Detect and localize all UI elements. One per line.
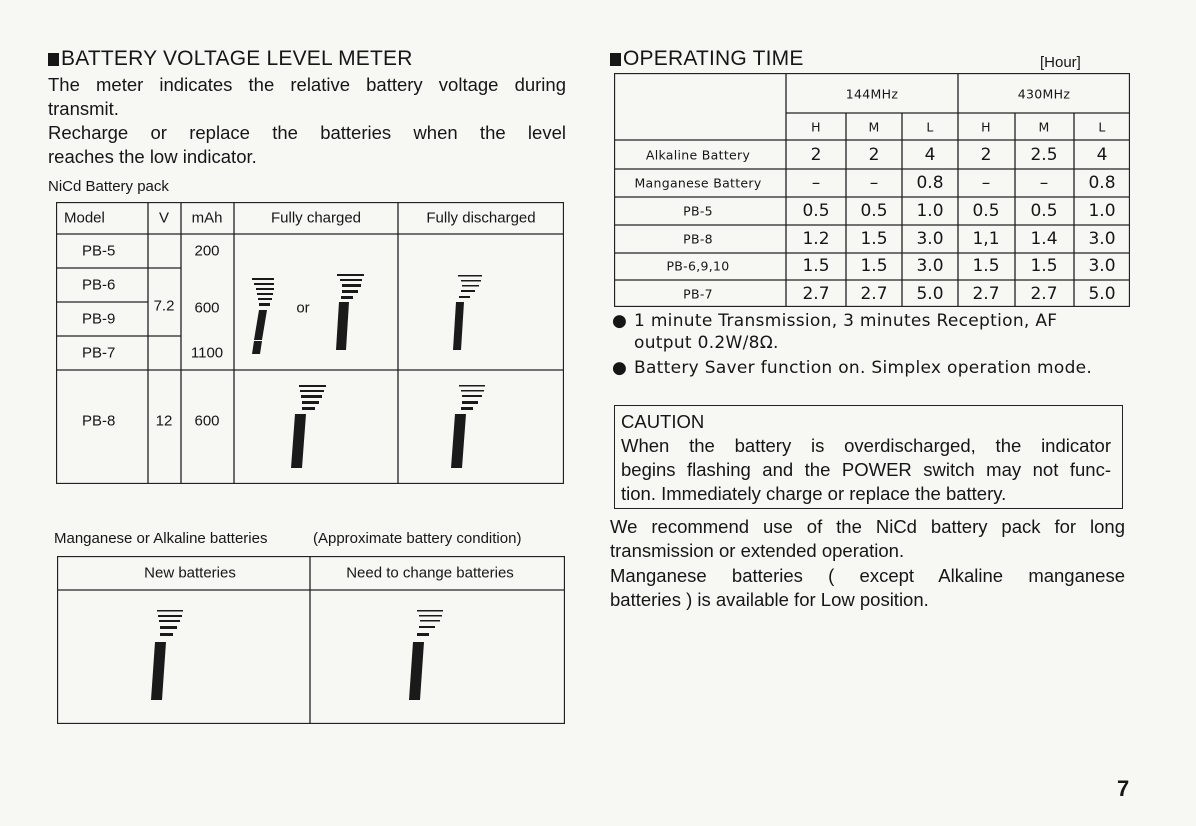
value-cell: 0.8 [916,173,944,193]
recharge-description: Recharge or replace the batteries when the level reaches the low indicator. [48,122,566,167]
manganese-note: Manganese batteries ( except Alkaline manganese batteries ) is available for Low position. [610,565,1125,610]
nicd-row-mah: 1100 [190,344,224,362]
nicd-header-fully-discharged: Fully discharged [426,209,536,227]
nicd-recommendation: We recommend use of the NiCd battery pack for long transmission or extended operation. [610,516,1125,561]
caution-box: CAUTION When the battery is overdischarged, the indicator begins flashing and the POWER switch may not func- tion. Immediately charge or replace the battery. [614,405,1123,509]
value-cell: 1.0 [1088,201,1116,221]
value-cell: – [1039,173,1049,193]
value-cell: 1.5 [972,256,1000,276]
hour-unit: [Hour] [1040,54,1081,71]
value-cell: 2.7 [1030,284,1058,304]
row-label: PB-6,9,10 [666,258,730,274]
row-label: PB-7 [683,286,713,302]
page-number: 7 [1117,776,1130,801]
value-cell: 0.8 [1088,173,1116,193]
bullet-transmission: ● 1 minute Transmission, 3 minutes Reception, AF output 0.2W/8Ω. [612,311,1058,353]
value-cell: – [981,173,991,193]
nicd-row-mah: 200 [194,242,220,260]
nicd-table-grid [56,202,564,484]
alk-header-change: Need to change batteries [346,564,514,582]
value-cell: 5.0 [916,284,944,304]
value-cell: 2 [980,145,992,165]
nicd-label: NiCd Battery pack [48,178,169,195]
value-cell: 0.5 [860,201,888,221]
value-cell: 4 [924,145,936,165]
approx-condition-note: (Approximate battery condition) [313,530,522,547]
nicd-row-model: PB-9 [82,310,116,328]
value-cell: 1.5 [860,229,888,249]
value-cell: – [869,173,879,193]
nicd-row-model: PB-8 [82,412,116,430]
value-cell: 2 [868,145,880,165]
value-cell: 2.7 [802,284,830,304]
bullet-dot-icon: ● [612,358,628,378]
nicd-header-model: Model [64,209,105,227]
value-cell: 2.5 [1030,145,1058,165]
nicd-voltage-pb8: 12 [155,412,173,430]
battery-meter-heading: BATTERY VOLTAGE LEVEL METER [48,47,413,71]
alkaline-label: Manganese or Alkaline batteries [54,530,268,547]
value-cell: 1,1 [972,229,1000,249]
operating-time-heading: OPERATING TIME [610,47,804,71]
power-level: L [926,119,934,135]
value-cell: 0.5 [1030,201,1058,221]
heading-square-icon [48,53,59,66]
or-text: or [296,299,310,317]
value-cell: 1.5 [802,256,830,276]
value-cell: 2.7 [860,284,888,304]
value-cell: 0.5 [802,201,830,221]
nicd-voltage-group: 7.2 [153,297,175,315]
nicd-row-model: PB-5 [82,242,116,260]
power-level: M [1038,119,1050,135]
nicd-row-mah: 600 [194,412,220,430]
value-cell: 2.7 [972,284,1000,304]
alk-header-new: New batteries [144,564,236,582]
nicd-row-model: PB-7 [82,344,116,362]
nicd-header-fully-charged: Fully charged [270,209,362,227]
row-label: Alkaline Battery [645,147,751,163]
value-cell: 2 [810,145,822,165]
band-144: 144MHz [845,86,899,102]
row-label: PB-8 [683,231,713,247]
value-cell: 1.5 [1030,256,1058,276]
power-level: H [981,119,991,135]
heading-square-icon [610,53,621,66]
row-label: PB-5 [683,203,713,219]
meter-description: The meter indicates the relative battery voltage during transmit. [48,74,566,119]
bullet-battery-saver: ● Battery Saver function on. Simplex operation mode. [612,358,1093,378]
value-cell: 1.4 [1030,229,1058,249]
value-cell: 1.5 [860,256,888,276]
bullet-dot-icon: ● [612,311,628,331]
value-cell: 3.0 [916,229,944,249]
band-430: 430MHz [1017,86,1071,102]
operating-time-table [614,73,1130,307]
value-cell: 3.0 [1088,256,1116,276]
row-label: Manganese Battery [634,175,762,191]
value-cell: 1.2 [802,229,830,249]
value-cell: 1.0 [916,201,944,221]
nicd-table [56,202,564,484]
value-cell: 3.0 [1088,229,1116,249]
nicd-header-v: V [158,209,170,227]
power-level: L [1098,119,1106,135]
power-level: H [811,119,821,135]
alkaline-table [57,556,565,724]
nicd-row-mah: 600 [194,299,220,317]
value-cell: 5.0 [1088,284,1116,304]
value-cell: – [811,173,821,193]
value-cell: 4 [1096,145,1108,165]
power-level: M [868,119,880,135]
value-cell: 0.5 [972,201,1000,221]
caution-title: CAUTION [621,411,705,432]
nicd-header-mah: mAh [191,209,223,227]
nicd-row-model: PB-6 [82,276,116,294]
value-cell: 3.0 [916,256,944,276]
